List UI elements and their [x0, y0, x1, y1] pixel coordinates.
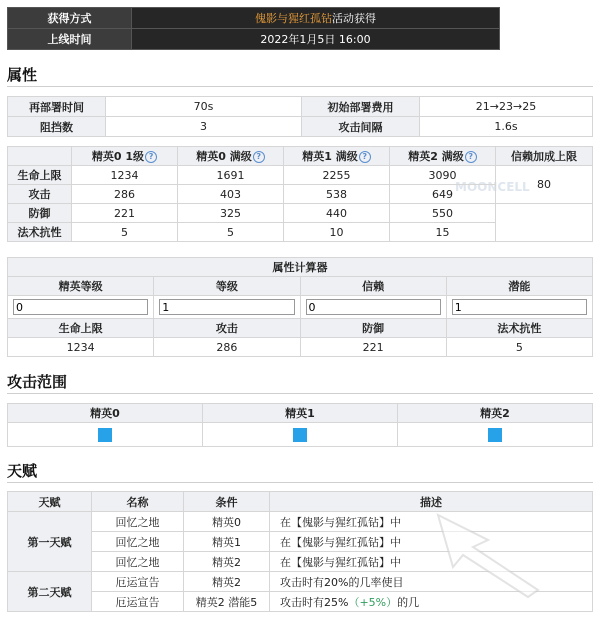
calc-result-value: 221	[300, 338, 446, 357]
attr-label: 初始部署费用	[302, 97, 420, 117]
calc-input-cell	[446, 296, 592, 319]
section-title-range: 攻击范围	[7, 373, 68, 391]
talent-desc-text: 攻击时有25%	[280, 595, 349, 609]
attr-value: 21→23→25	[420, 97, 593, 117]
attr-value: 70s	[106, 97, 302, 117]
level-input[interactable]	[159, 299, 294, 315]
info-label-release: 上线时间	[8, 29, 132, 50]
attr-table	[7, 96, 593, 137]
calc-input-label: 信赖	[300, 277, 446, 296]
talent-header: 名称	[92, 492, 184, 512]
range-cell	[8, 423, 203, 447]
stats-cell: 2255	[284, 166, 390, 185]
attr-value: 3	[106, 117, 302, 137]
talent-name: 回忆之地	[92, 512, 184, 532]
calculator-title: 属性计算器	[8, 258, 593, 277]
stats-cell: 15	[390, 223, 496, 242]
stats-corner	[8, 147, 72, 166]
talent-desc: 在【傀影与猩红孤钻】中	[270, 512, 593, 532]
info-value-acquire	[132, 8, 500, 29]
talent-desc-text: 的几	[397, 595, 420, 609]
help-icon[interactable]: ?	[145, 151, 157, 163]
stats-header: 信赖加成上限	[496, 147, 593, 166]
talent-desc: 攻击时有20%的几率使目	[270, 572, 593, 592]
calc-input-label: 精英等级	[8, 277, 154, 296]
trust-input[interactable]	[306, 299, 441, 315]
stats-cell: 3090	[390, 166, 496, 185]
stats-row-label: 攻击	[8, 185, 72, 204]
attr-label: 再部署时间	[8, 97, 106, 117]
stats-cell: 649	[390, 185, 496, 204]
calc-input-label: 等级	[154, 277, 300, 296]
stats-cell: 538	[284, 185, 390, 204]
stats-header: 精英0 满级 ?	[178, 147, 284, 166]
talent-condition: 精英2 潜能5	[184, 592, 270, 612]
attr-value: 1.6s	[420, 117, 593, 137]
stats-cell: 10	[284, 223, 390, 242]
talent-name: 厄运宣告	[92, 572, 184, 592]
calc-input-cell	[8, 296, 154, 319]
stats-header: 精英2 满级 ?	[390, 147, 496, 166]
calc-result-label: 防御	[300, 319, 446, 338]
arrow-watermark-icon	[418, 505, 558, 605]
talent-header: 描述	[270, 492, 593, 512]
section-title-talent: 天赋	[7, 462, 38, 480]
operator-position-tile	[98, 428, 112, 442]
stats-cell: 5	[178, 223, 284, 242]
calc-result-value: 286	[154, 338, 300, 357]
section-title-attr: 属性	[7, 66, 38, 84]
operator-position-tile	[488, 428, 502, 442]
stats-cell: 221	[72, 204, 178, 223]
divider	[7, 86, 593, 87]
trust-empty-cell	[496, 204, 593, 242]
calc-result-label: 生命上限	[8, 319, 154, 338]
stats-cell: 550	[390, 204, 496, 223]
operator-position-tile	[293, 428, 307, 442]
talent-desc: 在【傀影与猩红孤钻】中	[270, 532, 593, 552]
attr-label: 阻挡数	[8, 117, 106, 137]
stats-row-label: 法术抗性	[8, 223, 72, 242]
stats-row-label: 防御	[8, 204, 72, 223]
range-cell	[202, 423, 397, 447]
elite-level-input[interactable]	[13, 299, 148, 315]
range-header: 精英0	[8, 404, 203, 423]
potential-input[interactable]	[452, 299, 587, 315]
info-value-release: 2022年1月5日 16:00	[132, 29, 500, 50]
calc-input-cell	[300, 296, 446, 319]
divider	[7, 482, 593, 483]
watermark: MOONCELL	[455, 180, 530, 194]
calc-result-value: 5	[446, 338, 592, 357]
stats-cell: 325	[178, 204, 284, 223]
range-header: 精英1	[202, 404, 397, 423]
stats-cell: 440	[284, 204, 390, 223]
trust-bonus-cell: 80	[496, 166, 593, 204]
range-cell	[397, 423, 592, 447]
acquire-suffix: 活动获得	[332, 12, 376, 25]
talent-name: 回忆之地	[92, 532, 184, 552]
attr-calculator	[7, 257, 593, 357]
calc-input-label: 潜能	[446, 277, 592, 296]
calc-result-label: 攻击	[154, 319, 300, 338]
stats-cell: 1691	[178, 166, 284, 185]
calc-input-cell	[154, 296, 300, 319]
talent-desc-bonus: （+5%）	[348, 595, 398, 609]
info-table	[7, 7, 500, 50]
stats-row-label: 生命上限	[8, 166, 72, 185]
talent-desc: 在【傀影与猩红孤钻】中	[270, 552, 593, 572]
stats-cell: 403	[178, 185, 284, 204]
stats-header: 精英1 满级 ?	[284, 147, 390, 166]
talent-condition: 精英2	[184, 552, 270, 572]
attack-range-table	[7, 403, 593, 447]
talent-name: 回忆之地	[92, 552, 184, 572]
event-link[interactable]: 傀影与猩红孤钻	[255, 12, 332, 25]
stats-cell: 5	[72, 223, 178, 242]
talent-name: 厄运宣告	[92, 592, 184, 612]
attr-label: 攻击间隔	[302, 117, 420, 137]
talent-group: 第一天赋	[8, 512, 92, 572]
divider	[7, 393, 593, 394]
help-icon[interactable]: ?	[465, 151, 477, 163]
range-header: 精英2	[397, 404, 592, 423]
stats-cell: 1234	[72, 166, 178, 185]
calc-result-value: 1234	[8, 338, 154, 357]
help-icon[interactable]: ?	[359, 151, 371, 163]
stats-header: 精英0 1级 ?	[72, 147, 178, 166]
calc-result-label: 法术抗性	[446, 319, 592, 338]
talent-header: 条件	[184, 492, 270, 512]
stats-cell: 286	[72, 185, 178, 204]
talent-header: 天赋	[8, 492, 92, 512]
talent-condition: 精英0	[184, 512, 270, 532]
talent-group: 第二天赋	[8, 572, 92, 612]
info-label-acquire: 获得方式	[8, 8, 132, 29]
help-icon[interactable]: ?	[253, 151, 265, 163]
talent-condition: 精英2	[184, 572, 270, 592]
stats-table	[7, 146, 593, 242]
talent-condition: 精英1	[184, 532, 270, 552]
